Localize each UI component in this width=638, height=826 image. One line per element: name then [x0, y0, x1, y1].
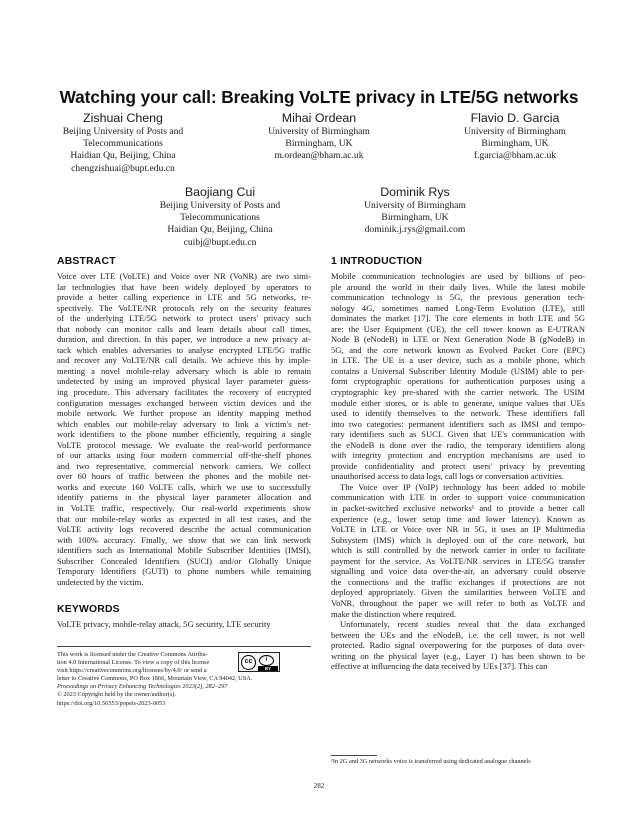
text-line: identifiers such as International Mobile Subscriber Identities (IMSI), [57, 545, 311, 556]
author-block [48, 111, 198, 175]
text-line: with 100% accuracy. Finally, we show that we can link network [57, 534, 311, 545]
text-line: in packet-switched exclusive networks¹ and to provide a better call [331, 503, 585, 514]
author-affiliation-line: Telecommunications [180, 212, 260, 224]
text-line: Subsystem (IMS) which is deployed out of the core network, but [331, 534, 585, 545]
license-line: letter to Creative Commons, PO Box 1866, Mountain View, CA 94042, USA. [57, 675, 253, 683]
text-line: of our attacks using four modern commercial off-the-shelf phones [57, 450, 311, 461]
text-line: used to identify themselves to the network. These identifiers fall [331, 408, 585, 419]
author-email: cuibj@bupt.edu.cn [183, 236, 257, 248]
text-line: VoLTE protocol message. We evaluate the real-world performance [57, 439, 311, 450]
text-line: VoNR, throughout the paper we will refer to both as VoLTE and [331, 597, 585, 608]
text-line: ple around the world in their daily lives. While the latest mobile [331, 281, 585, 292]
license-line: tion 4.0 International License. To view a copy of this license [57, 659, 210, 667]
author-block [145, 185, 295, 249]
author-email: f.garcia@bham.ac.uk [473, 150, 557, 162]
text-line: into two categories: permanent identifiers such as IMSI and tempo- [331, 418, 585, 429]
text-line: Subscriber Concealed Identifiers (SUCI) and/or Globally Unique [57, 555, 311, 566]
by-label: BY [258, 666, 278, 671]
text-line: in VoLTE traffic, respectively. Our real-world experiments show [57, 503, 311, 514]
keywords-heading: KEYWORDS [57, 604, 120, 615]
author-affiliation-line: Beijing University of Posts and [159, 200, 281, 211]
text-line: identify patterns in the physical layer parameter allocation and [57, 492, 311, 503]
text-line: make the distinction where required. [331, 608, 457, 619]
abstract-body [57, 271, 311, 587]
author-affiliation-line: Birmingham, UK [481, 138, 549, 150]
text-line: works and execute 160 VoLTE calls, which we use to successfully [57, 481, 311, 492]
license-line: visit https://creativecommons.org/licenses/by/4.0/ or send a [57, 667, 207, 675]
author-name: Mihai Ordean [281, 111, 357, 125]
author-affiliation-line: Birmingham, UK [381, 212, 449, 224]
text-line: Unfortunately, recent studies reveal that the data exchanged [340, 619, 585, 630]
author-affiliation-line: Haidian Qu, Beijing, China [70, 150, 176, 162]
license-line: Proceedings on Privacy Enhancing Technologies 2023(2), 282–297 [57, 683, 228, 691]
text-line: writing on the physical layer (e.g., Layer 1) has been shown to be [331, 650, 585, 661]
author-affiliation-line: University of Birmingham [268, 126, 370, 137]
text-line: unauthorised access to data logs, call logs or conversation activities. [331, 471, 564, 482]
author-email: chengzishuai@bupt.edu.cn [71, 162, 175, 174]
author-affiliation-line: Telecommunications [83, 138, 163, 150]
author-affiliation-line: Birmingham, UK [285, 138, 353, 150]
keywords-text: VoLTE privacy, mobile-relay attack, 5G security, LTE security [57, 619, 271, 629]
text-line: cryptographic key pre-shared with the carrier network. The USIM [331, 387, 585, 398]
text-line: dominates the market [17]. The core elements in both LTE and 5G [331, 313, 585, 324]
author-affiliation-line: Haidian Qu, Beijing, China [167, 224, 273, 236]
paper-title: Watching your call: Breaking VoLTE privacy in LTE/5G networks [59, 87, 579, 107]
text-line: that our mobile-relay works as expected in all test cases, and the [57, 513, 311, 524]
text-line: Mobile communication technologies are used by billions of peo- [331, 271, 585, 281]
text-line: payment for the service. As VoLTE/NR services in LTE/5G transfer [331, 555, 585, 566]
text-line: tack which enables adversaries to analyse encrypted LTE/5G traffic [57, 344, 311, 355]
text-line: which is still controlled by the network carrier in order to facilitate [331, 545, 585, 556]
keywords-body [57, 619, 311, 630]
text-line: which enables our mobile-relay adversary to link a victim's net- [57, 418, 311, 429]
introduction-body [331, 271, 585, 672]
text-line: lar technologies that have been widely deployed by operators to [57, 281, 311, 292]
text-line: menting a novel mobile-relay adversary which is able to remain [57, 365, 311, 376]
text-line: configuration messages exchanged between victim devices and the [57, 397, 311, 408]
text-line: protected. Radio signal overpowering for the purposes of data over- [331, 640, 585, 651]
text-line: work identifiers to the phone number efficiently, requiring a single [57, 429, 311, 440]
text-line: Node B (eNodeB) in LTE or Next Generation Node B (gNodeB) in [331, 334, 585, 345]
text-line: module either stores, or is able to generate, unique values that UEs [331, 397, 585, 408]
license-line: This work is licensed under the Creative Commons Attribu- [57, 651, 208, 658]
author-block [340, 185, 490, 237]
cc-icon: cc [241, 655, 256, 670]
author-name: Baojiang Cui [184, 185, 256, 199]
author-affiliation-line: University of Birmingham [464, 126, 566, 137]
text-line: the eNodeB is done over the radio, the temporary identifiers along [331, 439, 585, 450]
text-line: the connections and the traffic exchanges if protections are not [331, 576, 585, 587]
text-line: deployed appropriately. Given the similarities between VoLTE and [331, 587, 585, 598]
text-line: contains a Universal Subscriber Identity Module (USIM) able to per- [331, 365, 585, 376]
attribution-icon: i [259, 655, 274, 666]
text-line: in LTE. The UE is a user device, such as a mobile phone, which [331, 355, 585, 366]
text-line: undetected by using an improved physical layer parameter guess- [57, 376, 311, 387]
license-divider [57, 646, 311, 647]
text-line: and recover any VoLTE/NR call details. We achieve this by imple- [57, 355, 311, 366]
license-line: © 2023 Copyright held by the owner/author(s). [57, 691, 176, 699]
text-line: duration, and direction. In this paper, we introduce a new privacy at- [57, 334, 311, 345]
text-line: with integrity protection and encryption mechanisms are used to [331, 450, 585, 461]
text-line: ing procedure. This adversary facilitates the recovery of encrypted [57, 387, 311, 398]
text-line: spectively. The VoLTE/NR protocols rely on the security features [57, 302, 311, 313]
author-block [244, 111, 394, 163]
author-name: Dominik Rys [380, 185, 450, 199]
text-line: are: the User Equipment (UE), the cell tower known as E-UTRAN [331, 323, 585, 334]
author-affiliation-line: Beijing University of Posts and [62, 126, 184, 137]
text-line: 5G, and the core network known as Evolved Packet Core (EPC) [331, 344, 585, 355]
text-line: provide confidentiality and protect users' privacy by preventing [331, 460, 585, 471]
text-line: communication technology is 5G, the previous generation tech- [331, 292, 585, 303]
page-number: 282 [313, 782, 325, 790]
text-line: of the underlying LTE/5G network to protect users' privacy such [57, 313, 311, 324]
text-line: over 60 hours of traffic between the phones and the mobile net- [57, 471, 311, 482]
text-line: provide a better calling experience in LTE and 5G networks, re- [57, 292, 311, 303]
author-name: Flavio D. Garcia [470, 111, 560, 125]
author-name: Zishuai Cheng [83, 111, 163, 125]
text-line: nology 4G, sometimes named Long-Term Evolution (LTE), still [331, 302, 585, 313]
text-line: that nobody can monitor calls and learn details about call times, [57, 323, 311, 334]
author-affiliation-line: University of Birmingham [364, 200, 466, 211]
abstract-heading: ABSTRACT [57, 256, 116, 267]
text-line: The Voice over IP (VoIP) technology has been added to mobile [340, 481, 585, 492]
footnote [331, 758, 585, 766]
author-block [440, 111, 590, 163]
text-line: form cryptographic operations for authentication purposes using a [331, 376, 585, 387]
introduction-heading: 1 INTRODUCTION [331, 256, 423, 267]
license-line: https://doi.org/10.56553/popets-2023-0053 [57, 699, 166, 707]
text-line: between the UEs and the eNodeB, i.e. the cell tower, is not well [331, 629, 585, 640]
text-line: VoLTE in LTE or Voice over NR in 5G, it uses an IP Multimedia [331, 524, 585, 535]
footnote-divider [331, 755, 377, 756]
text-line: rary identifiers such as SUCI. Given that UE's communication with [331, 429, 585, 440]
text-line: signalling and voice data over-the-air, an adversary could observe [331, 566, 585, 577]
text-line: VoLTE activity logs recovered describe the actual communication [57, 524, 311, 535]
text-line: Temporary Identifiers (GUTI) to phone numbers while remaining [57, 566, 311, 577]
text-line: undetected by the victim. [57, 576, 144, 587]
author-email: m.ordean@bham.ac.uk [274, 150, 364, 162]
text-line: communication with LTE in order to support voice communication [331, 492, 585, 503]
footnote-text: ¹In 2G and 3G networks voice is transferred using dedicated analogue channels [331, 758, 531, 765]
text-line: mobile network. We further propose an identity mapping method [57, 408, 311, 419]
text-line: Voice over LTE (VoLTE) and Voice over NR (VoNR) are two simi- [57, 271, 311, 281]
author-email: dominik.j.rys@gmail.com [364, 224, 466, 236]
text-line: and two representative, commercial network carriers. We collect [57, 460, 311, 471]
cc-by-license-badge-icon [238, 652, 280, 672]
text-line: experience (e.g., lower setup time and lower latency). Known as [331, 513, 585, 524]
text-line: effective at influencing the data received by UEs [37]. This can [331, 661, 548, 672]
